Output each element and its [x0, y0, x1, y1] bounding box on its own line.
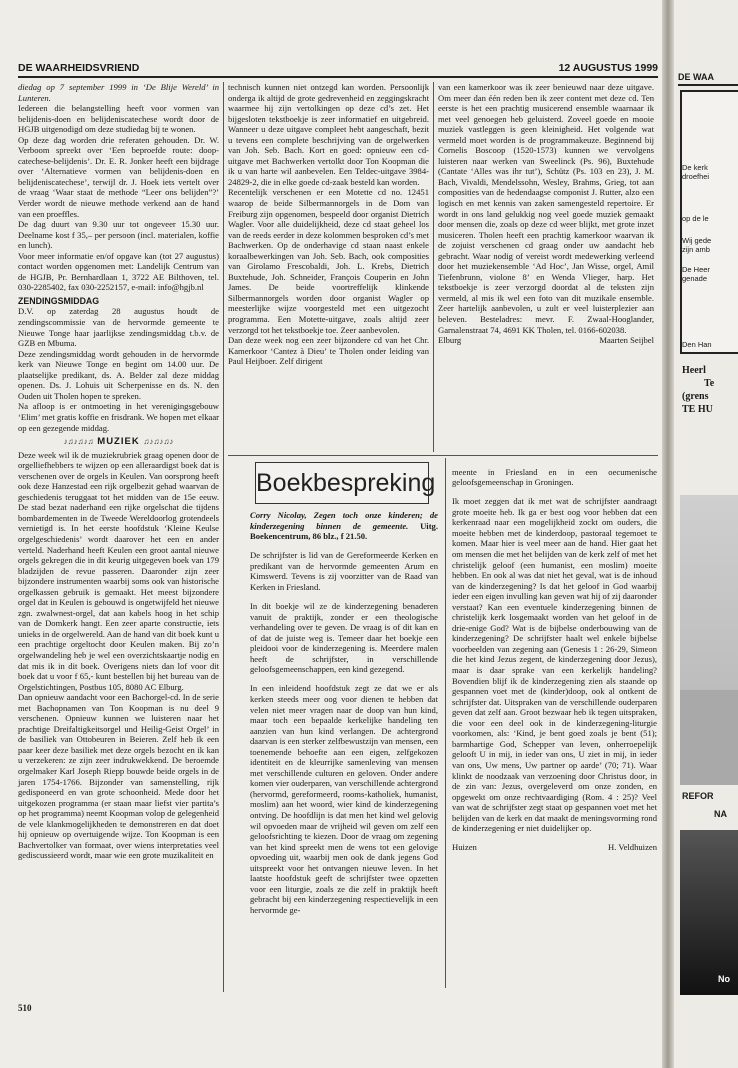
paragraph: Recentelijk verschenen er een Motette cd no. 12451 waarop de beide Silbermannorgels in de Dom van Freiburg zijn opgenomen, bespeeld door organist Dietrich Wagler. Voor alle duidelijkheid, deze cd staat geheel los van de reeds eerder in deze kolommen besproken cd’s met Bachwerken. Op de onderhavige cd staan naast enkele koraalbewerkingen van Joh. Seb. Bach, ook composities van Girolamo Frescobaldi, Joh. L. Krebs, Dietrich Buxtehude, Joh. Schneider, François Couperin en John James. De beide voortreffelijk klinkende Silbermannorgels worden door organist Wagler op meesterlijke wijze voorgesteld met een uitgezocht programma. Een Motette-uitgave, zoals altijd zeer verzorgd tot het tekstboekje toe. Zeer aanbevolen.: [228, 187, 429, 335]
paragraph: De dag duurt van 9.30 uur tot ongeveer 15.30 uur. Deelname kost f 35,– per persoon (incl. materialen, koffie en lunch).: [18, 219, 219, 251]
column-1: [18, 82, 219, 861]
facing-page-header: DE WAA: [678, 72, 714, 82]
publication-date: 12 AUGUSTUS 1999: [558, 62, 658, 74]
ornament-icon: ♫♪♫♪♫♪: [143, 437, 174, 447]
ad-text: NA: [714, 809, 727, 819]
paragraph: Deze zendingsmiddag wordt gehouden in de hervormde kerk van Nieuwe Tonge en begint om 14.00 uur. De plaatselijke predikant, ds. A. Belder zal deze middag openen. Ds. J. Lohuis uit Scherpenisse en ds. N. den Ouden uit Tholen hopen te spreken.: [18, 348, 219, 401]
paragraph: Iedereen die belangstelling heeft voor vormen van belijdenis-doen en belijdeniscatechese wordt door de HGJB uitgenodigd om deze studiedag bij te wonen.: [18, 103, 219, 135]
paragraph: De schrijfster is lid van de Gereformeerde Kerken en predikant van de hervormde gemeenten Arum en Kimswerd. Tevens is zij voorzitter van de Raad van Kerken in Friesland.: [250, 550, 438, 592]
muziek-heading: ♪♫♪♫♪♫ MUZIEK ♫♪♫♪♫♪: [63, 436, 174, 448]
facing-page-rule: [678, 84, 738, 86]
paragraph: Deze week wil ik de muziekrubriek graag openen door de orgelliefhebbers te wijzen op een alleraardigst boek dat is verschenen over de orgels in Keulen. Van oorsprong heeft ook deze Hanzestad een rijk orgelbezit gehad waarvan de geschiedenis teruggaat tot het midden van de 15e eeuw. De stad bezat naderhand een rijke orgelschat die tijdens bombardementen in de Tweede Wereldoorlog grotendeels vernietigd is. In het eerste hoofdstuk ‘Kleine Keulse orgelgeschiedenis’ wordt daarover het een en ander verteld. Naderhand heeft Keulen een groot aantal nieuwe orgels gekregen die in dit keurig uitgegeven boek van 179 bladzijden de revue passeren. Daaronder zijn zeer bijzondere instrumenten waarbij soms ook van historische orgelkassen gebruik is gemaakt. Het meest bijzondere orgel dat in Keulen is gebouwd is ongetwijfeld het nieuwe zgn. zwalwnest-orgel, dat aan kabels hoog in het schip van de Domkerk hangt. Een zeer aparte constructie, iets unieks in de orgelwereld. Aan de hand van dit boek kunt u een prachtige orgeltocht door Keulen maken. Bij zo’n orgelwandeling heb je wel een overzichtskaartje nodig en dat mis ik in dit boek. Overigens niets dan lof voor dit boek dat u voor f 65,- kunt bestellen bij het bureau van de Orgelstichtingen, Postbus 105, 8080 AC Elburg.: [18, 449, 219, 692]
paragraph: In een inleidend hoofdstuk zegt ze dat we er als kerken steeds meer oog voor dienen te hebben dat velen niet meer vragen naar de doop van hun kind, maar toch een bepaalde kerkelijke handeling ten aanzien van hun kind verlangen. De achtergrond daarvan is een sterker zelfbewustzijn van mensen, een toenemende behoefte aan een eigen, zelfgekozen identiteit en de kleurrijke samenleving van mensen met verschillende culturen en geloven. Onder andere komen vier ouderparen, van verschillende achtergrond (hervormd, gereformeerd, rooms-katholiek, humanist, moslim) aan het woord, wier kind de kinderzegening ontving. De hoofdlijn is dat men het kind wel gelovig wil opvoeden maar de vrijheid wil geven om zelf een geloofsrichting te kiezen. Door de vraag om zegening van het kind spreekt men de wens tot een gelovige opvoeding uit, waarbij men ook de dank jegens God uitspreekt voor het ontvangen nieuwe leven. In het laatste hoofdstuk geeft de schrijfster twee opzetten voor een liturgie, zoals ze die zelf in praktijk heeft gebracht bij een kinderzegening respectievelijk in een hervormde ge-: [250, 683, 438, 915]
paragraph: technisch kunnen niet ontzegd kan worden. Persoonlijk onderga ik altijd de grote gedrevenheid en zeggingskracht waarmee hij zijn vertolkingen op deze cd’s zet. Het bijgesloten tekstboekje is zeer informatief en uitgebreid. Wanneer u deze uitgave compleet hebt aangeschaft, bezit u tevens een complete beschrijving van de orgelwerken van Joh. Seb. Bach. Kort en goed: opnieuw een cd-uitgave met Bachwerken vertolkt door Ton Koopman die ik u van harte wil aanbevelen. Een Teldec-uitgave 3984-24829-2, die in elke goede cd-zaak besteld kan worden.: [228, 82, 429, 187]
paragraph: Voor meer informatie en/of opgave kan (tot 27 augustus) contact worden opgenomen met: Landelijk Centrum van de HGJB, Pr. Bernhardlaan 1, 3722 AE Bilthoven, tel. 030-2285402, fax 030-2252157, e-mail: info@hgjb.nl: [18, 250, 219, 293]
ad-text: REFOR: [682, 791, 714, 801]
paragraph: In dit boekje wil ze de kinderzegening benaderen vanuit de praktijk, zonder er een theologische verhandeling over te geven. De vraag is of dit kan en of dat de juiste weg is. Temeer daar het boekje een pleidooi voor de kinderzegening is. Meerdere malen heeft de schrijfster, in verschillende geloofsgemeenschappen, een kind gezegend.: [250, 601, 438, 675]
column-divider: [445, 458, 446, 988]
column-2: [228, 82, 429, 367]
ad-heading: Heerl: [682, 365, 706, 376]
review-column-right: [452, 458, 657, 853]
ad-heading: (grens: [682, 391, 709, 402]
announcement-text: Wij gede: [682, 236, 712, 245]
page-spine: [662, 0, 674, 1068]
paragraph: Ik moet zeggen dat ik met wat de schrijfster aandraagt grote moeite heb. Ik ga er best oog voor hebben dat een kerkenraad naar een mogelijkheid zockt om ouders, die moeite hebben met de kinderdoop, pastoraal tegemoet te komen. Maar hier is veel meer aan de hand. Hier gaat het om mensen die met het belijden van de kerk zelf of met het christelijk geloof (een humanist, een moslim) moeite hebben. En ook al was dat niet het geval, wat is de inhoud van de kinderzegening? Is dat het geloof in God waarbij ieder een eigen invulling kan geven wat hij of zij daaronder verstaat? Kan een eventuele kinderzegening binnen de christelijk kerk losgemaakt worden van het geloof in de drie-enige God? Wat is de bijbelse onderbouwing van de kinderzegening? De schrijfster haalt wel enkele bijbelse voorbeelden van zegening aan (Genesis 1 : 26-29, Simeon die het kind Jezus zegent, de kinderzegening door Jezus), maar is daar sprake van een kerkelijk handeling? Bovendien blijf ik de kinderzegening zien als staande op gespannen voet met de (kinder)doop, ook al ontkent de schrijfster dat. Uitspraken van de verschillende ouderparen geven dat zelf aan. Groot bezwaar heb ik tegen uitspraken, die voor een deel ook in de kinderzegening-liturgie voorkomen, als: ‘Kind, je bent goed zoals je bent (51); barmhartige God, Schepper van leven, onherroepelijk gelooft U in mij, in ieder van ons, U ziet in mij, in ieder van ons, Uw mens, Uw partner op aarde’ (70; 71). Waar klinkt de noodzaak van verzoening door Christus door, in de zin van: Jezus, overgeleverd om onze zonden, en opgewekt om onze rechtvaardiging (Rom. 4 : 25)? Veel van wat de schrijfster zegt staat op gespannen voet met het belijden van de kerk en dat maakt de meningsvorming rond de kinderzegening er niet duidelijker op.: [452, 496, 657, 834]
ad-photo: [680, 830, 738, 995]
paragraph: D.V. op zaterdag 28 augustus houdt de zendingscommissie van de hervormde gemeente te Nieuwe Tonge haar jaarlijkse zendingsmiddag t.b.v. de GZB en Mbuma.: [18, 306, 219, 349]
paragraph: Na afloop is er ontmoeting in het verenigingsgebouw ‘Elim’ met gratis koffie en frisdrank. We hopen met elkaar op een gezegende middag.: [18, 401, 219, 433]
header-rule: [18, 76, 658, 78]
section-rule: [228, 455, 658, 456]
announcement-text: op de le: [682, 214, 709, 223]
announcement-text: Den Han: [682, 340, 712, 349]
paragraph: van een kamerkoor was ik zeer benieuwd naar deze uitgave. Om meer dan één reden ben ik zeer content met deze cd. Ten eerste is het een prachtig musicerend ensemble waarnaar ik met veel genoegen heb geluisterd. Zoveel goede en mooie muziek vastleggen is geen kleinigheid. Het volgende wat vermeld moet worden is de programmakeuze. Beginnend bij Cornelis Boscoop (1520-1573) kunnen we vervolgens luisteren naar werken van Sweelinck (Ps. 96), Buxtehude (Cantate ‘Alles was ihr tut’), Schütz (Ps. 103 en 23), J. M. Bach, Vivaldi, Mendelssohn, Wesley, Brahms, Grieg, tot aan composities van de hedendaagse componist J. Rutter, alzo een logisch en met kennis van zaken samengesteld repertoire. Er wordt in ons land gelukkig nog veel goede muziek gemaakt door mensen die, zoals op deze cd weer blijkt, met grote inzet musiceren. Tholen heeft een prachtig kamerkoor waarvan ik de zojuist verschenen cd graag onder uw aandacht heb gebracht. Waar nodig of vereist wordt medewerking verleend door het muziekensemble ‘Ad Hoc’, Jan Wisse, orgel, Amil Tiefenbrunn, violone 8’ en Wenda Vlieger, harp. Het tekstboekje is zeer verzorgd doordat al de teksten zijn vermeld, al mis ik wel een foto van dit muzikale ensemble. Zeer hartelijk aanbevolen, u zult er veel luisterplezier aan beleven. Besteladres: mevr. F. Zwaal-Hooglander, Garnalenstraat 74, 4691 KK Tholen, tel. 0166-602038.: [438, 82, 654, 335]
paragraph: diedag op 7 september 1999 in ‘De Blije Wereld’ in Lunteren.: [18, 82, 219, 103]
page-header: [18, 62, 658, 76]
book-reference: Corry Nicolay, Zegen toch onze kinderen; de kinderzegening binnen de gemeente. Uitg. Boekencentrum, 86 blz., f 21.50.: [250, 510, 438, 542]
review-title-box: Boekbespreking: [255, 462, 429, 504]
ad-heading: Te: [704, 378, 715, 389]
facing-page: [674, 0, 738, 1068]
ad-photo: [680, 495, 738, 690]
section-heading: ZENDINGSMIDDAG: [18, 295, 100, 306]
paragraph: Op deze dag worden drie referaten gehouden. Dr. W. Verboom spreekt over ‘Een beproefde route: doop-catechese-belijdenis’. Dr. E. R. Jonker heeft een bijdrage over ‘Alternatieve vormen van belijdenis-doen en belijdeniscatechese’, terwijl dr. J. Hoek iets vertelt over de vraag ‘Waar staat de methode “Leer ons belijden”?’ Verder wordt de nieuwe methode verkend aan de hand van een proeffles.: [18, 134, 219, 219]
paragraph: Dan opnieuw aandacht voor een Bachorgel-cd. In de serie met Bachopnamen van Ton Koopman is nu deel 9 verschenen. Opnieuw kunnen we luisteren naar het prachtige Dreifaltigkeitsorgel und Heilig-Geist Orgel’ in de basiliek van Ottobeuren in Beieren. Zelf heb ik een paar keer deze basiliek met deze orgels bezocht en ik kan u verzekeren: ze zijn zeer indrukwekkend. De beroemde orgelmaker Karl Joseph Riepp bouwde beide orgels in de jaren 1754-1766. Bijzonder van samenstelling, rijk gedisponeerd en van grote schoonheid. Mede door het uitgekozen programma (er staan maar liefst vier partita’s op het programma) neemt Koopman volop de gelegenheid de vele klankmogelijkheden te demonstreren en dat doet hij opnieuw op overtuigende wijze. Ton Koopman is een Bachvertolker van formaat, over wiens interpretaties veel gediscussieerd wordt, maar wie een grote muzikaliteit en: [18, 692, 219, 861]
review-column-left: [250, 510, 438, 924]
publication-title: DE WAARHEIDSVRIEND: [18, 62, 140, 74]
column-divider: [223, 82, 224, 992]
paragraph: Dan deze week nog een zeer bijzondere cd van het Chr. Kamerkoor ‘Cantez à Dieu’ te Tholen onder leiding van Paul Heijboer. Zelf dirigent: [228, 335, 429, 367]
announcement-text: zijn amb: [682, 245, 710, 254]
paragraph: meente in Friesland en in een oecumenische geloofsgemeenschap in Groningen.: [452, 466, 657, 488]
ornament-icon: ♪♫♪♫♪♫: [63, 437, 94, 447]
announcement-text: droefhei: [682, 172, 710, 181]
announcement-text: De Heer: [682, 265, 710, 274]
announcement-text: genade: [682, 274, 708, 283]
signature-line: Huizen H. Veldhuizen: [452, 842, 657, 853]
signature-line: Elburg Maarten Seijbel: [438, 335, 654, 346]
ad-text: No: [718, 974, 730, 984]
ad-heading: TE HU: [682, 404, 713, 415]
column-divider: [433, 82, 434, 452]
ad-photo: [680, 690, 738, 785]
column-3: [438, 82, 654, 346]
page-number: 510: [18, 1003, 32, 1013]
announcement-text: De kerk: [682, 163, 708, 172]
